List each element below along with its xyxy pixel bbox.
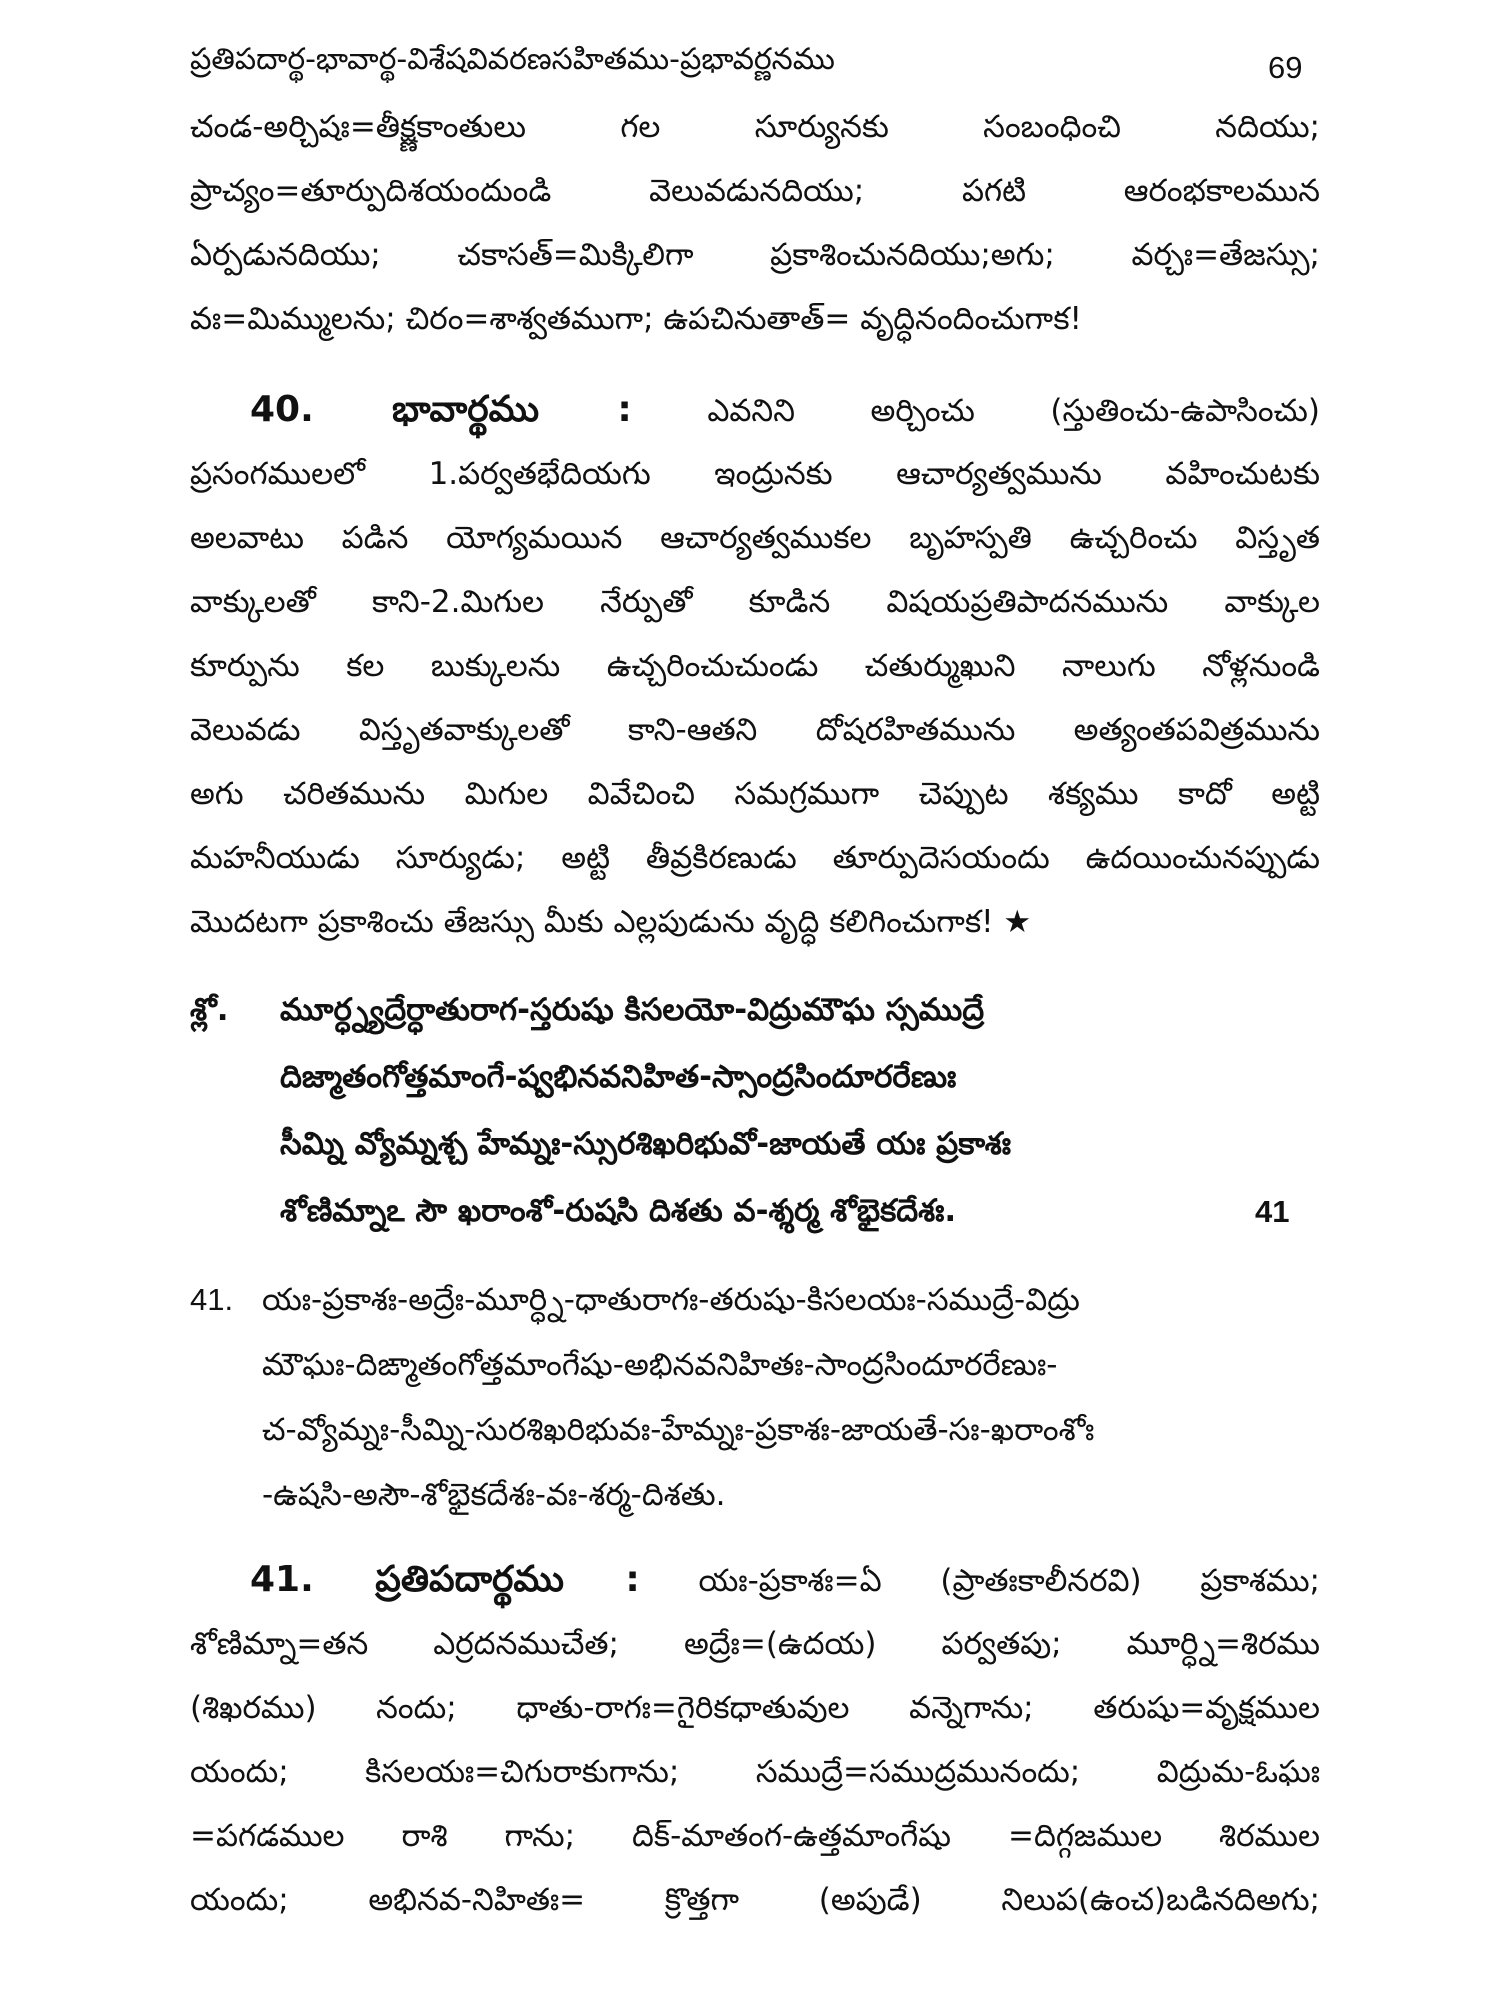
text-fragment: ఎవనిని అర్చించు (స్తుతించు-ఉపాసించు)	[707, 393, 1321, 429]
text-line: =పగడముల రాశి గాను; దిక్-మాతంగ-ఉత్తమాంగేషు =దిగ్గజముల శిరముల	[190, 1818, 1320, 1854]
verse-number: 41	[1255, 1194, 1290, 1229]
text-line: మహనీయుడు సూర్యుడు; అట్టి తీవ్రకిరణుడు తూర్పుదెసయందు ఉదయించునప్పుడు	[190, 840, 1320, 876]
text-line: ప్రాచ్యం=తూర్పుదిశయందుండి వెలువడునదియు; పగటి ఆరంభకాలమున	[190, 173, 1320, 209]
running-header: ప్రతిపదార్థ-భావార్థ-విశేషవివరణసహితము-ప్రభావర్ణనము	[190, 42, 835, 77]
text-line: యందు; అభినవ-నిహితః= క్రొత్తగా (అపుడే) నిలుప(ఉంచ)బడినదిఅగు;	[190, 1882, 1320, 1918]
text-line: వెలువడు విస్తృతవాక్కులతో కాని-ఆతని దోషరహితమును అత్యంతపవిత్రమును	[190, 712, 1320, 748]
text-line: మొదటగా ప్రకాశించు తేజస్సు మీకు ఎల్లపుడును వృద్ధి కలిగించుగాక! ★	[190, 904, 1032, 940]
section-heading: 41. ప్రతిపదార్థము :	[250, 1559, 640, 1600]
anvaya-number: 41.	[190, 1282, 234, 1317]
verse-label: శ్లో.	[190, 992, 229, 1028]
text-line: అగు చరితమును మిగుల వివేచించి సమగ్రముగా చెప్పుట శక్యము కాదో అట్టి	[190, 776, 1320, 812]
anvaya-line: మౌఘః-దిఙ్మాతంగోత్తమాంగేషు-అభినవనిహితః-సాంద్రసిందూరరేణుః-	[262, 1347, 1058, 1383]
verse-line: శోణిమ్నాఽ సౌ ఖరాంశో-రుషసి దిశతు వ-శ్శర్మ శోభైకదేశః.	[280, 1193, 957, 1229]
page-number: 69	[1268, 50, 1303, 85]
bhavartham-first-line	[250, 388, 1320, 433]
verse-line: దిజ్మాతంగోత్తమాంగే-ష్వభినవనిహిత-స్సాంద్రసిందూరరేణుః	[280, 1059, 957, 1095]
anvaya-line: -ఉషసి-అసౌ-శోభైకదేశః-వః-శర్మ-దిశతు.	[262, 1477, 726, 1513]
text-line: యందు; కిసలయః=చిగురాకుగాను; సముద్రే=సముద్రమునందు; విద్రుమ-ఓఘః	[190, 1754, 1320, 1790]
verse-line: మూర్ధ్న్యద్రేర్ధాతురాగ-స్తరుషు కిసలయో-విద్రుమౌఘ స్సముద్రే	[280, 992, 985, 1028]
text-fragment: యః-ప్రకాశః=ఏ (ప్రాతఃకాలీనరవి) ప్రకాశము;	[698, 1563, 1321, 1599]
text-line: (శిఖరము) నందు; ధాతు-రాగః=గైరికధాతువుల వన్నెగాను; తరుషు=వృక్షముల	[190, 1690, 1320, 1726]
text-line: వః=మిమ్ములను; చిరం=శాశ్వతముగా; ఉపచినుతాత్= వృద్ధినందించుగాక!	[190, 301, 1082, 337]
pratipadartham-first-line	[250, 1558, 1320, 1603]
text-line: ప్రసంగములలో 1.పర్వతభేదియగు ఇంద్రునకు ఆచార్యత్వమును వహించుటకు	[190, 456, 1320, 492]
text-line: అలవాటు పడిన యోగ్యమయిన ఆచార్యత్వముకల బృహస్పతి ఉచ్చరించు విస్తృత	[190, 520, 1320, 556]
text-line: శోణిమ్నా=తన ఎర్రదనముచేత; అద్రేః=(ఉదయ) పర్వతపు; మూర్ధ్ని=శిరము	[190, 1626, 1320, 1662]
verse-line: సీమ్ని వ్యోమ్నశ్చ హేమ్నః-స్సురశిఖరిభువో-జాయతే యః ప్రకాశః	[280, 1126, 1011, 1162]
text-line: చండ-అర్చిషః=తీక్ష్ణకాంతులు గల సూర్యునకు సంబంధించి నదియు;	[190, 109, 1320, 145]
section-heading: 40. భావార్థము :	[250, 389, 632, 430]
text-line: కూర్పును కల బుక్కులను ఉచ్చరించుచుండు చతుర్ముఖుని నాలుగు నోళ్లనుండి	[190, 648, 1320, 684]
anvaya-line: చ-వ్యోమ్నః-సీమ్ని-సురశిఖరిభువః-హేమ్నః-ప్రకాశః-జాయతే-సః-ఖరాంశోః	[262, 1412, 1095, 1448]
anvaya-line: యః-ప్రకాశః-అద్రేః-మూర్ధ్ని-ధాతురాగః-తరుషు-కిసలయః-సముద్రే-విద్రు	[262, 1282, 1080, 1318]
text-line: వాక్కులతో కాని-2.మిగుల నేర్పుతో కూడిన విషయప్రతిపాదనమును వాక్కుల	[190, 584, 1320, 620]
text-line: ఏర్పడునదియు; చకాసత్=మిక్కిలిగా ప్రకాశించునదియు;అగు; వర్చః=తేజస్సు;	[190, 237, 1320, 273]
